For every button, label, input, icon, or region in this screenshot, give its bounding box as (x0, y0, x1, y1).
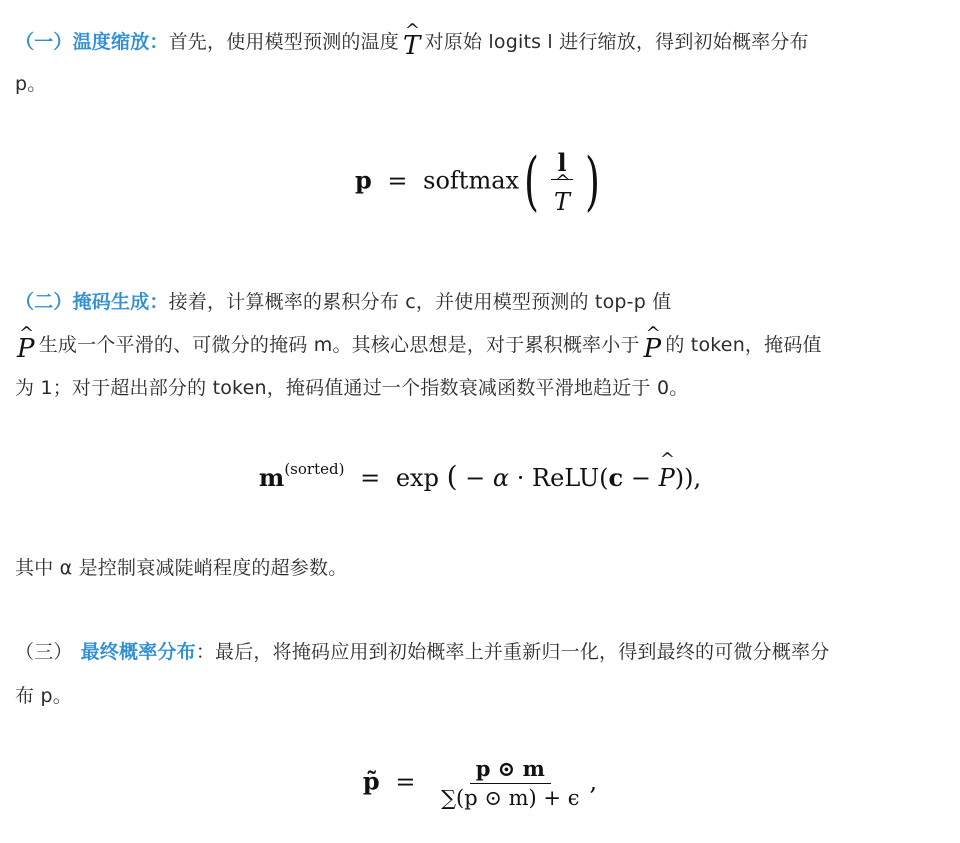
eq2-minus2: − (630, 464, 651, 492)
section2-line1-text: 接着，计算概率的累积分布 c，并使用模型预测的 top-p 值 (168, 291, 672, 313)
section2-heading: （二）掩码生成： (15, 291, 169, 313)
eq3-equals: = (395, 767, 416, 796)
top-p-variable: ^ P (17, 335, 35, 363)
eq2-close: )), (674, 464, 702, 492)
eq2-relu: ReLU( (532, 464, 609, 492)
eq1-left-paren: ( (524, 145, 540, 219)
section2-line3: 为 1；对于超出部分的 token，掩码值通过一个指数衰减函数平滑地趋近于 0。 (15, 377, 689, 399)
top-p-variable-2: ^ P (644, 335, 662, 363)
temperature-variable: ^ T (403, 32, 421, 60)
eq2-function: exp (395, 464, 439, 492)
eq3-trailing-comma: , (589, 767, 598, 796)
section1-text-before: 首先，使用模型预测的温度 (168, 31, 400, 53)
eq1-lhs: p (354, 165, 372, 195)
eq1-function: softmax (423, 166, 520, 195)
eq3-lhs: p̃ (362, 766, 380, 796)
section2-line2-b: 的 token，掩码值 (665, 334, 822, 356)
equation-normalize (0, 756, 960, 810)
equation-mask (0, 460, 960, 493)
equation-softmax (0, 145, 960, 219)
section2-line2-a: 生成一个平滑的、可微分的掩码 m。其核心思想是，对于累积概率小于 (38, 334, 640, 356)
eq1-fraction (548, 148, 576, 216)
eq1-numerator: l (551, 148, 572, 180)
eq2-dot: · (516, 464, 525, 492)
eq2-alpha: α (492, 464, 510, 492)
eq2-P: ^ P (659, 464, 675, 492)
eq3-fraction (435, 756, 585, 810)
eq2-lhs: m (258, 463, 285, 492)
section3-line1 (15, 638, 945, 666)
eq1-denominator: ^ T (548, 186, 576, 216)
eq1-right-paren: ) (585, 145, 601, 219)
section1-line1 (15, 28, 945, 60)
eq3-numerator: p ⊙ m (470, 756, 551, 784)
eq2-minus: − (465, 464, 486, 492)
eq2-c: c (608, 463, 624, 492)
section3-heading: 最终概率分布 (80, 641, 196, 663)
eq2-equals: = (360, 464, 381, 492)
section3-text: ：最后，将掩码应用到初始概率上并重新归一化，得到最终的可微分概率分 (195, 641, 830, 663)
eq2-open-paren: ( (446, 460, 458, 493)
eq1-equals: = (387, 166, 408, 195)
section3-heading-paren: （三） (15, 641, 73, 663)
eq3-denominator: ∑(p ⊙ m) + ϵ (441, 786, 580, 810)
eq2-superscript: (sorted) (284, 460, 345, 478)
section2-line1 (15, 288, 945, 316)
section1-line2: p。 (15, 73, 47, 95)
section3-line2: 布 p。 (15, 685, 72, 707)
section1-text-after: 对原始 logits l 进行缩放，得到初始概率分布 (424, 31, 809, 53)
alpha-note: 其中 α 是控制衰减陡峭程度的超参数。 (15, 557, 348, 579)
section1-heading: （一）温度缩放： (15, 31, 169, 53)
section2-line2 (15, 331, 945, 363)
